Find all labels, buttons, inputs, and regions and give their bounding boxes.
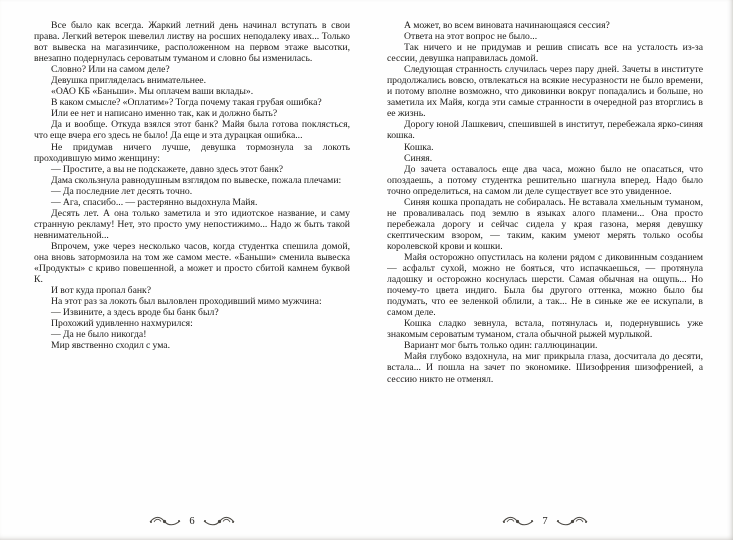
paragraph: Не придумав ничего лучше, девушка тормознула за локоть проходившую мимо женщину:	[34, 141, 350, 164]
paragraph: Впрочем, уже через несколько часов, когда студентка спешила домой, она вновь затормозила на том же самом месте. «Баньши» сменила вывеска «Продукты» с криво повешенной, а может и просто сбитой камнем буквой К.	[34, 240, 350, 286]
left-page	[34, 20, 350, 532]
right-page-number: 7	[542, 515, 548, 527]
right-page-text	[387, 20, 703, 508]
paragraph: Все было как всегда. Жаркий летний день начинал вступать в свои права. Легкий ветерок шевелил листву на росших неподалеку ивах... Только вот вывеска на магазинчике, расположенном на первом этаже высотки, внезапно подернулась сероватым туманом и словно бы изменилась.	[34, 20, 350, 65]
paragraph: Прохожий удивленно нахмурился:	[51, 318, 193, 330]
floral-ornament-icon	[202, 515, 236, 528]
right-page	[387, 20, 703, 532]
paragraph: — Ага, спасибо... — растерянно выдохнула Майя.	[51, 196, 258, 208]
paragraph: Кошка.	[404, 141, 434, 153]
paragraph: На этот раз за локоть был выловлен проходивший мимо мужчина:	[51, 296, 322, 308]
paragraph: А может, во всем виновата начинающаяся сессия?	[404, 20, 610, 31]
paragraph: До зачета оставалось еще два часа, можно было не опасаться, что опоздаешь, а потому студентка решительно шагнула вперед. Надо было точно определиться, на самом ли деле существует все это увиденное.	[387, 163, 703, 197]
left-page-text	[34, 20, 350, 508]
paragraph: Майя осторожно опустилась на колени рядом с диковинным созданием — асфальт сухой, можно не бояться, что испачкаешься, — протянула ладошку и осторожно коснулась шерсти. Самая обычная на ощупь... Но почему-то цвета индиго. Была бы другого оттенка, можно было бы подумать, что ее зеленкой облили, а так... Не в синьке же ее искупали, в самом деле.	[387, 251, 703, 319]
paragraph: — Извините, а здесь вроде бы банк был?	[51, 307, 219, 319]
paragraph: «ОАО КБ «Баньши». Мы оплачем ваши вклады».	[51, 86, 254, 98]
paragraph: Следующая странность случилась через пару дней. Зачеты в институте продолжались вовсю, отвлекаться на всякие несуразности не было времени, и потому вполне возможно, что диковинки вокруг попадались и больше, но заметила их Майя, когда эти самые странности в очередной раз вторглись в ее жизнь.	[387, 64, 703, 120]
paragraph: Так ничего и не придумав и решив списать все на усталость из-за сессии, девушка направилась домой.	[387, 42, 703, 65]
paragraph: Да и вообще. Откуда взялся этот банк? Майя была готова поклясться, что еще вчера его здесь не было! Да еще и эта дурацкая ошибка...	[34, 119, 350, 142]
paragraph: Майя глубоко вздохнула, на миг прикрыла глаза, досчитала до десяти, встала... И пошла на зачет по экономике. Шизофрения шизофренией, а сессию никто не отменял.	[387, 351, 703, 385]
floral-ornament-icon	[148, 515, 182, 528]
paragraph: — Да не было никогда!	[51, 329, 147, 341]
paragraph: Синяя.	[404, 152, 433, 164]
floral-ornament-icon	[555, 515, 589, 528]
left-page-footer	[34, 510, 350, 532]
paragraph: Девушка пригляделась внимательнее.	[51, 75, 206, 87]
paragraph: — Да последние лет десять точно.	[51, 185, 193, 197]
paragraph: — Простите, а вы не подскажете, давно здесь этот банк?	[51, 163, 284, 175]
paragraph: Синяя кошка пропадать не собиралась. Не вставала хмельным туманом, не проваливалась под землю в языках алого пламени... Она просто перебежала дорогу и сейчас сидела у края газона, меряя девушку скептическим взором, — таким, каким умеют мерять только особы королевской крови и кошки.	[387, 196, 703, 252]
paragraph: Словно? Или на самом деле?	[51, 64, 170, 76]
paragraph: Десять лет. А она только заметила и это идиотское название, и саму странную рекламу! Нет, это просто уму непостижимо... Надо ж быть такой невнимательной...	[34, 207, 350, 241]
paragraph: Мир явственно сходил с ума.	[51, 340, 171, 352]
paragraph: Ответа на этот вопрос не было...	[404, 31, 538, 43]
paragraph: Дама скользнула равнодушным взглядом по вывеске, пожала плечами:	[51, 174, 342, 186]
floral-ornament-icon	[501, 515, 535, 528]
paragraph: Кошка сладко зевнула, встала, потянулась и, подернувшись уже знакомым сероватым туманом, стала обычной рыжей мурлыкой.	[387, 318, 703, 341]
paragraph: Или ее нет и написано именно так, как и должно быть?	[51, 108, 278, 120]
left-page-number: 6	[189, 515, 195, 527]
paragraph: В каком смысле? «Оплатим»? Тогда почему такая грубая ошибка?	[51, 97, 322, 109]
paragraph: Дорогу юной Лашкевич, спешившей в институт, перебежала ярко-синяя кошка.	[387, 119, 703, 142]
paragraph: И вот куда пропал банк?	[51, 285, 152, 297]
paragraph: Вариант мог быть только один: галлюцинации.	[404, 340, 598, 352]
right-page-footer	[387, 510, 703, 532]
